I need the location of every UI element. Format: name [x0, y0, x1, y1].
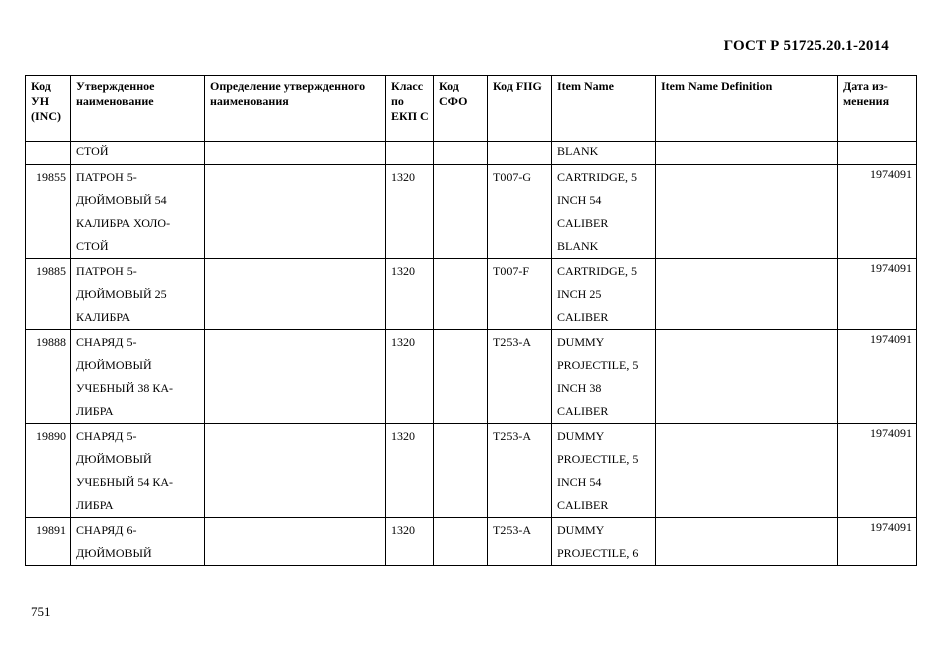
column-header-item-name: Item Name: [552, 76, 656, 142]
cell-line: CALIBER: [557, 498, 609, 512]
cell-line: ЛИБРА: [76, 404, 114, 418]
cell-fiig: T007-G: [488, 165, 552, 259]
cell-item-name: [552, 142, 656, 165]
cell-line: КАЛИБРА ХОЛО-: [76, 216, 171, 230]
cell-class: 1320: [386, 424, 434, 518]
cell-line: PROJECTILE, 5: [557, 358, 639, 372]
column-header-inc: Код УН (INC): [26, 76, 71, 142]
cell-item-name-definition: [656, 518, 838, 566]
table-row: [26, 142, 917, 165]
cell-approved-name: [71, 330, 205, 424]
cell-item-name: [552, 424, 656, 518]
cell-item-name: [552, 165, 656, 259]
cell-line: BLANK: [557, 144, 599, 158]
cell-class: 1320: [386, 259, 434, 330]
cell-line: УЧЕБНЫЙ 54 КА-: [76, 475, 173, 489]
cell-sfo: [434, 142, 488, 165]
catalog-table: [25, 75, 917, 566]
column-header-approved-name: Утвержденное наименование: [71, 76, 205, 142]
cell-line: КАЛИБРА: [76, 310, 131, 324]
cell-change-date: 1974091: [838, 424, 917, 518]
cell-line: СТОЙ: [76, 144, 109, 158]
cell-line: DUMMY: [557, 523, 605, 537]
cell-change-date: 1974091: [838, 259, 917, 330]
cell-name-definition: [205, 259, 386, 330]
cell-line: PROJECTILE, 5: [557, 452, 639, 466]
cell-fiig: [488, 142, 552, 165]
cell-class: 1320: [386, 518, 434, 566]
cell-line: ДЮЙМОВЫЙ 54: [76, 193, 167, 207]
cell-change-date: 1974091: [838, 330, 917, 424]
cell-inc: 19888: [26, 330, 71, 424]
column-header-change-date: Дата из-менения: [838, 76, 917, 142]
cell-name-definition: [205, 165, 386, 259]
cell-line: ПАТРОН 5-: [76, 264, 137, 278]
cell-line: СТОЙ: [76, 239, 109, 253]
cell-line: DUMMY: [557, 429, 605, 443]
column-header-item-name-definition: Item Name Definition: [656, 76, 838, 142]
cell-line: CALIBER: [557, 404, 609, 418]
cell-approved-name: [71, 259, 205, 330]
cell-change-date: [838, 142, 917, 165]
cell-line: INCH 38: [557, 381, 602, 395]
table-row: [26, 259, 917, 330]
cell-line: ДЮЙМОВЫЙ: [76, 358, 152, 372]
cell-sfo: [434, 165, 488, 259]
table-header: [26, 76, 917, 142]
cell-fiig: T007-F: [488, 259, 552, 330]
cell-line: ДЮЙМОВЫЙ: [76, 546, 152, 560]
cell-approved-name: [71, 424, 205, 518]
cell-name-definition: [205, 424, 386, 518]
table-row: [26, 518, 917, 566]
table-row: [26, 424, 917, 518]
cell-line: CALIBER: [557, 216, 609, 230]
cell-sfo: [434, 259, 488, 330]
cell-sfo: [434, 330, 488, 424]
cell-change-date: 1974091: [838, 165, 917, 259]
cell-line: CALIBER: [557, 310, 609, 324]
column-header-sfo: Код СФО: [434, 76, 488, 142]
cell-fiig: T253-A: [488, 330, 552, 424]
cell-item-name: [552, 518, 656, 566]
column-header-class: Класс по ЕКП С: [386, 76, 434, 142]
cell-line: ПАТРОН 5-: [76, 170, 137, 184]
cell-line: СНАРЯД 6-: [76, 523, 137, 537]
table-body: [26, 142, 917, 566]
cell-change-date: 1974091: [838, 518, 917, 566]
cell-approved-name: [71, 165, 205, 259]
cell-line: СНАРЯД 5-: [76, 335, 137, 349]
cell-item-name-definition: [656, 424, 838, 518]
cell-name-definition: [205, 518, 386, 566]
cell-approved-name: [71, 518, 205, 566]
cell-fiig: T253-A: [488, 518, 552, 566]
cell-line: УЧЕБНЫЙ 38 КА-: [76, 381, 173, 395]
cell-line: INCH 54: [557, 193, 602, 207]
cell-item-name-definition: [656, 330, 838, 424]
cell-line: ЛИБРА: [76, 498, 114, 512]
cell-inc: [26, 142, 71, 165]
cell-fiig: T253-A: [488, 424, 552, 518]
cell-name-definition: [205, 330, 386, 424]
header-row: [26, 76, 917, 142]
table-row: [26, 330, 917, 424]
cell-line: PROJECTILE, 6: [557, 546, 639, 560]
cell-line: ДЮЙМОВЫЙ 25: [76, 287, 167, 301]
cell-item-name-definition: [656, 142, 838, 165]
cell-inc: 19855: [26, 165, 71, 259]
column-header-name-definition: Определение утвержденного наименования: [205, 76, 386, 142]
cell-class: 1320: [386, 165, 434, 259]
cell-line: DUMMY: [557, 335, 605, 349]
column-header-fiig: Код FIIG: [488, 76, 552, 142]
document-title: ГОСТ Р 51725.20.1-2014: [723, 38, 889, 54]
cell-line: INCH 54: [557, 475, 602, 489]
cell-sfo: [434, 518, 488, 566]
cell-approved-name: [71, 142, 205, 165]
cell-line: СНАРЯД 5-: [76, 429, 137, 443]
cell-line: CARTRIDGE, 5: [557, 264, 637, 278]
cell-line: BLANK: [557, 239, 599, 253]
table-row: [26, 165, 917, 259]
cell-inc: 19885: [26, 259, 71, 330]
page-number: 751: [31, 604, 51, 619]
cell-line: ДЮЙМОВЫЙ: [76, 452, 152, 466]
cell-item-name: [552, 259, 656, 330]
cell-class: 1320: [386, 330, 434, 424]
cell-line: INCH 25: [557, 287, 602, 301]
cell-sfo: [434, 424, 488, 518]
cell-item-name-definition: [656, 259, 838, 330]
cell-inc: 19891: [26, 518, 71, 566]
cell-item-name-definition: [656, 165, 838, 259]
cell-class: [386, 142, 434, 165]
cell-name-definition: [205, 142, 386, 165]
cell-item-name: [552, 330, 656, 424]
cell-line: CARTRIDGE, 5: [557, 170, 637, 184]
cell-inc: 19890: [26, 424, 71, 518]
